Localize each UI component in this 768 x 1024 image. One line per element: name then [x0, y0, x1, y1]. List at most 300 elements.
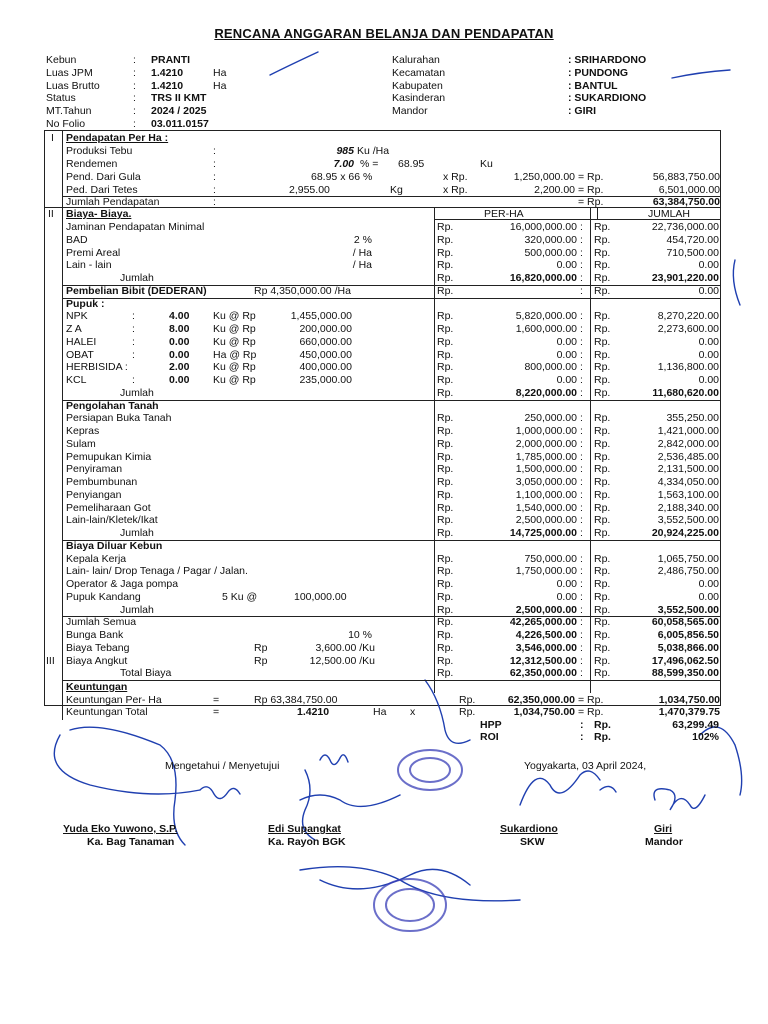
row-rp: Rp. [437, 310, 454, 323]
row-total: 1,470,379.75 [658, 706, 720, 718]
row-jumlah: 0.00 [698, 374, 719, 386]
row-rp: Rp. [594, 654, 611, 667]
row-mid: Rp 4,350,000.00 /Ha [254, 284, 351, 297]
row-op: % = [360, 158, 379, 170]
row-colon: : [580, 323, 583, 335]
row-jumlah: 1,065,750.00 [657, 552, 719, 565]
row-rp: Rp. [437, 386, 454, 399]
row-unit: Ku /Ha [357, 145, 390, 157]
row-jumlah: 8,270,220.00 [657, 310, 719, 323]
row-rp: Rp. [437, 437, 454, 450]
section-roman: I [51, 132, 54, 144]
row-perha: 0.00 [556, 578, 577, 590]
row-perha: 1,100,000.00 [515, 488, 577, 501]
row-mid: / Ha [352, 246, 372, 259]
row-label: Jaminan Pendapatan Minimal [66, 221, 205, 233]
row-label: Keuntungan Per- Ha [66, 693, 162, 706]
section-roman: II [48, 208, 54, 220]
row-jumlah: 20,924,225.00 [651, 527, 719, 539]
row-perha: 42,265,000.00 [509, 616, 577, 629]
row-label: Biaya Diluar Kebun [66, 539, 163, 552]
stamp-bottom [374, 879, 446, 931]
row-rp: Rp. [437, 233, 454, 246]
row-perha: 0.00 [556, 374, 577, 386]
row-label: HALEI [66, 335, 97, 348]
row-label: Z A [66, 323, 82, 335]
row-perha: 3,050,000.00 [515, 476, 577, 488]
row-rp: Rp. [594, 361, 611, 374]
row-rp: Rp. [437, 323, 454, 335]
row-rp: Rp. [594, 348, 611, 361]
row-price: 400,000.00 [299, 361, 352, 374]
row-rp: Rp. [594, 514, 611, 527]
row-rp: Rp. [594, 221, 611, 233]
row-label: Penyiraman [66, 463, 123, 476]
row-rp: Rp. [437, 565, 454, 578]
header-label: Luas JPM [46, 66, 93, 79]
row-rp: Rp. [594, 437, 611, 450]
row-perha: 8,220,000.00 [515, 386, 577, 399]
row-colon: : [580, 437, 583, 450]
row-rp: Rp. [594, 246, 611, 259]
row-colon: : [580, 578, 583, 590]
row-value: 985 [336, 145, 354, 157]
row-label: Pupuk Kandang [66, 590, 141, 603]
row-rp: Rp. [594, 667, 611, 680]
row-formula: 68.95 x 66 % [311, 171, 373, 183]
row-label: Pembelian Bibit (DEDERAN) [66, 284, 207, 297]
row-colon: : [213, 171, 216, 183]
header-value: : SUKARDIONO [568, 92, 647, 105]
row-jumlah: 2,131,500.00 [657, 463, 719, 476]
row-colon: : [213, 158, 216, 170]
row-mid: 1.4210 [297, 706, 330, 718]
row-colon: : [580, 386, 583, 399]
header-label: Luas Brutto [46, 79, 100, 92]
row-jumlah: 710,500.00 [666, 246, 719, 259]
row-colon: : [132, 335, 135, 348]
header-colon: : [133, 118, 136, 130]
row-unit: Ku @ Rp [213, 335, 256, 348]
checkmark-signature [270, 52, 318, 75]
row-rp: Rp. [594, 284, 611, 297]
row-label: Jumlah Semua [66, 616, 137, 629]
row-rp: Rp. [594, 272, 611, 284]
row-label: Ped. Dari Tetes [66, 184, 138, 196]
row-price: 235,000.00 [299, 374, 352, 386]
row-colon: : [132, 310, 135, 323]
column-header: PER-HA [484, 208, 524, 220]
total-label: Jumlah [120, 527, 154, 539]
row-op: x Rp. [443, 171, 468, 183]
signer-name: Giri [654, 823, 673, 835]
rule [434, 207, 435, 693]
section-heading: Biaya- Biaya. [66, 208, 132, 220]
rule [44, 207, 720, 208]
row-label: Produksi Tebu [66, 145, 133, 157]
row-perha: 1,000,000.00 [515, 425, 577, 437]
row-jumlah: 4,334,050.00 [657, 476, 719, 488]
row-colon: : [213, 184, 216, 196]
row-jumlah: 0.00 [698, 590, 719, 603]
row-label: HPP [480, 718, 502, 731]
row-rp: Rp. [437, 629, 454, 641]
row-label: Biaya Tebang [66, 641, 130, 654]
row-colon: : [580, 641, 583, 654]
row-rp: Rp. [437, 221, 454, 233]
row-mid: Rp 63,384,750.00 [254, 693, 338, 706]
row-jumlah: 3,552,500.00 [657, 514, 719, 527]
row-colon: : [213, 196, 216, 208]
row-op: = Rp. [578, 706, 604, 718]
signer-title: Ka. Rayon BGK [268, 836, 346, 848]
row-rp: Rp. [437, 514, 454, 527]
row-colon: : [580, 221, 583, 233]
row-rp: Rp. [437, 641, 454, 654]
header-value: 1.4210 [151, 66, 184, 79]
header-label: MT.Tahun [46, 105, 92, 118]
document-title: RENCANA ANGGARAN BELANJA DAN PENDAPATAN [214, 26, 554, 41]
row-label: Sulam [66, 437, 96, 450]
row-colon: : [580, 450, 583, 463]
header-label: Kabupaten [392, 79, 443, 92]
row-jumlah: 2,486,750.00 [657, 565, 719, 578]
row-colon: : [580, 348, 583, 361]
row-perha: 800,000.00 [524, 361, 577, 374]
row-jumlah: 5,038,866.00 [657, 641, 719, 654]
row-qty: 8.00 [169, 323, 190, 335]
rule [590, 207, 591, 693]
row-value: 1,250,000.00 [513, 171, 575, 183]
pen-stroke [672, 70, 730, 78]
header-label: Kalurahan [392, 54, 440, 66]
row-mid: Rp [254, 654, 268, 667]
row-rp: Rp. [437, 501, 454, 514]
row-rp: Rp. [594, 463, 611, 476]
row-rp: Rp. [437, 578, 454, 590]
row-perha: 0.00 [556, 335, 577, 348]
row-rp: Rp. [437, 361, 454, 374]
row-label: Rendemen [66, 158, 118, 170]
row-unit: Ku @ Rp [213, 361, 256, 374]
row-label: ROI [480, 731, 499, 743]
row-rp: Rp. [437, 259, 454, 272]
row-perha: 2,500,000.00 [515, 514, 577, 527]
row-value: 7.00 [333, 158, 354, 170]
header-value: 2024 / 2025 [151, 105, 207, 118]
rule [62, 616, 720, 617]
row-jumlah: 0.00 [698, 335, 719, 348]
row-total: 63,384,750.00 [652, 196, 720, 208]
header-label: Kebun [46, 54, 77, 66]
row-op: = [213, 693, 220, 706]
row-rp: Rp. [437, 284, 454, 297]
header-label: Status [46, 92, 76, 105]
row-rp: Rp. [437, 603, 454, 616]
row-perha: 250,000.00 [524, 412, 577, 425]
row-rp: Rp. [594, 629, 611, 641]
row-label: Kepras [66, 425, 100, 437]
header-label: No Folio [46, 118, 86, 130]
row-unit: Kg [390, 184, 403, 196]
row-price: 3,600.00 /Ku [315, 641, 375, 654]
rule [62, 196, 720, 197]
approval-text: Mengetahui / Menyetujui [165, 760, 280, 772]
row-label: OBAT [66, 348, 94, 361]
total-label: Jumlah [120, 603, 154, 616]
row-jumlah: 0.00 [698, 578, 719, 590]
column-header: JUMLAH [648, 208, 691, 220]
row-rp: Rp. [594, 374, 611, 386]
row-label: Biaya Angkut [66, 654, 128, 667]
rule [434, 219, 720, 220]
header-value: : GIRI [568, 105, 596, 118]
row-jumlah: 1,421,000.00 [657, 425, 719, 437]
row-price: 660,000.00 [299, 335, 352, 348]
row-label: Pemeliharaan Got [66, 501, 151, 514]
row-mid: 2 % [353, 233, 372, 246]
row-rp: Rp. [437, 654, 454, 667]
row-rp: Rp. [594, 641, 611, 654]
row-price: 450,000.00 [299, 348, 352, 361]
row-unit: Ha @ Rp [213, 348, 257, 361]
row-mid: 10 % [348, 629, 372, 641]
row-rp: Rp. [594, 603, 611, 616]
row-rp: Rp. [437, 616, 454, 629]
row-perha: 0.00 [556, 259, 577, 272]
row-perha: 16,820,000.00 [509, 272, 577, 284]
row-rp: Rp. [594, 323, 611, 335]
row-rp: Rp. [594, 335, 611, 348]
row-value: 2,200.00 [534, 184, 575, 196]
signature-sukardiono [520, 771, 616, 805]
row-colon: : [580, 412, 583, 425]
row-label: Pemupukan Kimia [66, 450, 152, 463]
row-colon: : [580, 335, 583, 348]
row-jumlah: 3,552,500.00 [657, 603, 719, 616]
row-label: Lain - lain [66, 259, 112, 272]
row-label: Penyiangan [66, 488, 122, 501]
signature-giri [654, 789, 705, 810]
row-jumlah: 2,536,485.00 [657, 450, 719, 463]
row-colon: : [580, 616, 583, 629]
row-rp: Rp. [594, 616, 611, 629]
row-rp: Rp. [437, 450, 454, 463]
row-rp: Rp. [594, 488, 611, 501]
row-colon: : [580, 514, 583, 527]
row-rp: Rp. [594, 718, 611, 731]
header-colon: : [133, 105, 136, 118]
section-heading: Pendapatan Per Ha : [66, 132, 169, 144]
row-rp: Rp. [437, 527, 454, 539]
rule [62, 400, 720, 401]
row-op: = Rp. [578, 171, 604, 183]
signer-name: Yuda Eko Yuwono, S.P. [63, 823, 178, 835]
row-perha: 1,785,000.00 [515, 450, 577, 463]
rule [62, 298, 720, 299]
row-rp: Rp. [594, 450, 611, 463]
row-label: Pupuk : [66, 297, 105, 310]
signer-title: Mandor [645, 836, 683, 848]
row-label: Kepala Kerja [66, 552, 127, 565]
row-unit: Ku @ Rp [213, 374, 256, 386]
row-op: = Rp. [578, 184, 604, 196]
header-label: Kasinderan [392, 92, 446, 105]
row-colon: : [580, 603, 583, 616]
row-rp: Rp. [437, 476, 454, 488]
row-jumlah: 1,563,100.00 [657, 488, 719, 501]
row-colon: : [580, 361, 583, 374]
row-op: = Rp. [578, 196, 604, 208]
row-rp: Rp. [437, 488, 454, 501]
row-perha: 1,750,000.00 [515, 565, 577, 578]
row-rp: Rp. [594, 233, 611, 246]
row-price: 200,000.00 [299, 323, 352, 335]
row-colon: : [580, 731, 584, 743]
row-perha: 0.00 [556, 590, 577, 603]
row-perha: 4,226,500.00 [515, 629, 577, 641]
signer-title: SKW [520, 836, 545, 848]
row-label: Persiapan Buka Tanah [66, 412, 172, 425]
stamp-middle [398, 750, 462, 790]
row-colon: : [580, 565, 583, 578]
signature-bottom [300, 867, 520, 901]
row-rp: Rp. [594, 476, 611, 488]
row-colon: : [580, 463, 583, 476]
rule [62, 680, 720, 681]
row-perha: 2,000,000.00 [515, 437, 577, 450]
header-value: PRANTI [151, 54, 191, 66]
row-rp: Rp. [594, 425, 611, 437]
header-value: 1.4210 [151, 79, 184, 92]
row-perha: 3,546,000.00 [515, 641, 577, 654]
row-label: Premi Areal [66, 246, 121, 259]
row-mid: Rp [254, 641, 268, 654]
row-op: x [410, 706, 416, 718]
row-label: BAD [66, 233, 88, 246]
row-rp: Rp. [594, 527, 611, 539]
row-rp: Rp. [437, 552, 454, 565]
row-jumlah: 23,901,220.00 [651, 272, 719, 284]
row-rp: Rp. [437, 590, 454, 603]
row-colon: : [580, 488, 583, 501]
section-heading: Keuntungan [66, 681, 128, 693]
row-colon: : [132, 323, 135, 335]
row-rp: Rp. [437, 348, 454, 361]
header-label: Mandor [392, 105, 428, 118]
total-label: Jumlah [120, 272, 154, 284]
row-label: Keuntungan Total [66, 706, 148, 718]
row-perha: 0.00 [556, 348, 577, 361]
row-jumlah: 2,188,340.00 [657, 501, 719, 514]
row-colon: : [580, 552, 583, 565]
row-colon: : [580, 718, 584, 731]
header-colon: : [133, 79, 136, 92]
row-perha: 1,500,000.00 [515, 463, 577, 476]
row-unit: Ku [480, 158, 493, 170]
row-qty: 0.00 [169, 335, 190, 348]
row-colon: : [213, 145, 216, 157]
row-rp: Rp. [594, 552, 611, 565]
row-jumlah: 355,250.00 [666, 412, 719, 425]
header-value: : BANTUL [568, 79, 618, 92]
row-rp: Rp. [459, 693, 476, 706]
row-label: Pengolahan Tanah [66, 399, 159, 412]
row-jumlah: 454,720.00 [666, 233, 719, 246]
row-label: Pend. Dari Gula [66, 171, 141, 183]
row-qty: 0.00 [169, 348, 190, 361]
row-rp: Rp. [437, 246, 454, 259]
row-perha: 62,350,000.00 [509, 667, 577, 680]
row-op: x Rp. [443, 184, 468, 196]
row-label: Operator & Jaga pompa [66, 578, 179, 590]
row-unit: Ku @ Rp [213, 310, 256, 323]
row-rp: Rp. [437, 335, 454, 348]
row-colon: : [580, 310, 583, 323]
row-rp: Rp. [437, 463, 454, 476]
row-colon: : [132, 348, 135, 361]
row-colon: : [132, 374, 135, 386]
row-jumlah: 0.00 [698, 259, 719, 272]
header-value: 03.011.0157 [151, 118, 209, 130]
row-colon: : [580, 246, 583, 259]
header-label: Kecamatan [392, 66, 446, 79]
header-unit: Ha [213, 79, 227, 92]
row-rp: Rp. [459, 706, 476, 718]
row-label: HERBISIDA : [66, 361, 128, 374]
row-perha: 750,000.00 [524, 552, 577, 565]
row-label: NPK [66, 310, 88, 323]
row-jumlah: 2,273,600.00 [657, 323, 719, 335]
row-colon: : [580, 425, 583, 437]
row-value: 1,034,750.00 [513, 706, 575, 718]
row-colon: : [580, 284, 583, 297]
header-colon: : [133, 54, 136, 66]
header-colon: : [133, 92, 136, 105]
row-colon: : [580, 259, 583, 272]
row-label: Bunga Bank [66, 629, 124, 641]
row-rp: Rp. [437, 374, 454, 386]
row-label: KCL [66, 374, 87, 386]
row-perha: 320,000.00 [524, 233, 577, 246]
row-perha: 1,600,000.00 [515, 323, 577, 335]
row-label: Lain- lain/ Drop Tenaga / Pagar / Jalan. [66, 565, 248, 578]
row-jumlah: 60,058,565.00 [651, 616, 719, 629]
row-value: 62,350,000.00 [507, 693, 575, 706]
row-jumlah: 17,496,062.50 [651, 654, 719, 667]
total-label: Total Biaya [120, 667, 172, 680]
row-rp: Rp. [594, 590, 611, 603]
row-jumlah: 0.00 [698, 284, 719, 297]
row-unit: Ha [373, 706, 387, 718]
row-jumlah: 22,736,000.00 [651, 221, 719, 233]
row-unit: Ku @ Rp [213, 323, 256, 335]
row-rp: Rp. [437, 667, 454, 680]
row-colon: : [580, 629, 583, 641]
row-op: = Rp. [578, 693, 604, 706]
row-perha: 500,000.00 [524, 246, 577, 259]
row-perha: 14,725,000.00 [509, 527, 577, 539]
row-value: 68.95 [398, 158, 425, 170]
row-price: 100,000.00 [294, 590, 347, 603]
row-rp: Rp. [594, 259, 611, 272]
row-perha: 12,312,500.00 [509, 654, 577, 667]
row-rp: Rp. [437, 272, 454, 284]
row-perha: 16,000,000.00 [509, 221, 577, 233]
row-mid: / Ha [352, 259, 372, 272]
row-op: = [213, 706, 220, 718]
row-perha: 1,540,000.00 [515, 501, 577, 514]
